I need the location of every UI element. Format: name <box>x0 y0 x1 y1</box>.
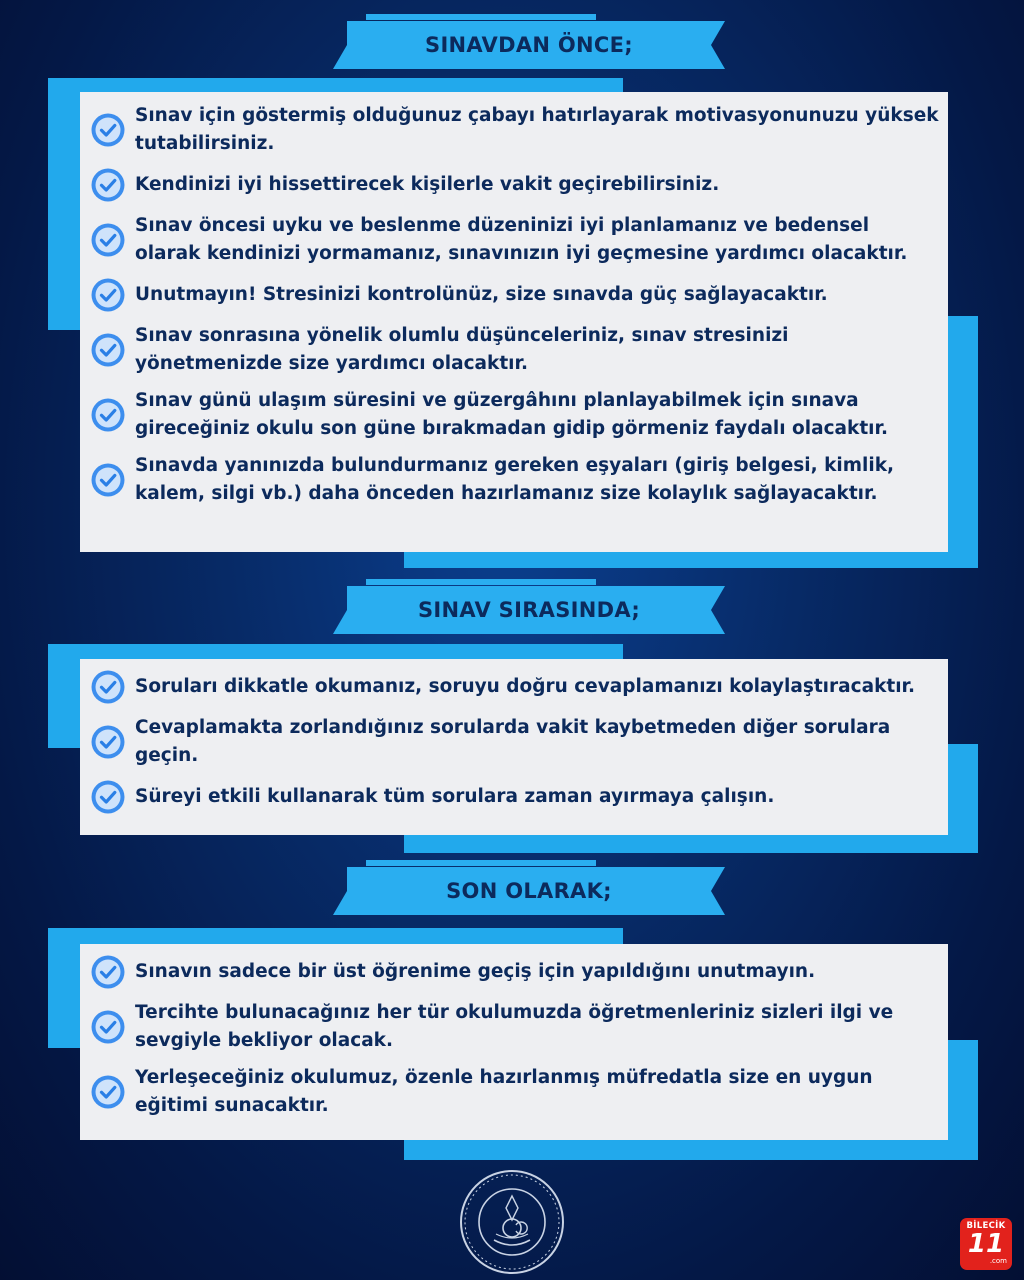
list-item <box>90 102 940 158</box>
meb-emblem-icon <box>458 1168 566 1276</box>
list-item <box>90 999 940 1055</box>
item-text: Süreyi etkili kullanarak tüm sorulara zaman ayırmaya çalışın. <box>135 786 775 807</box>
list-item <box>90 714 940 770</box>
check-badge-icon <box>90 332 126 368</box>
check-badge-icon <box>90 397 126 433</box>
check-badge-icon <box>90 112 126 148</box>
item-text: Unutmayın! Stresinizi kontrolünüz, size sınavda güç sağlayacaktır. <box>135 284 828 305</box>
list-item <box>90 779 940 815</box>
item-text: Soruları dikkatle okumanız, soruyu doğru cevaplamanızı kolaylaştıracaktır. <box>135 676 916 697</box>
item-text: Sınavda yanınızda bulundurmanız gereken eşyaları (giriş belgesi, kimlik, kalem, silgi vb.) daha önceden hazırlamanız size kolaylık sağlayacaktır. <box>135 455 895 504</box>
logo-number: 11 <box>967 1229 1005 1259</box>
bilecik11-logo <box>960 1218 1012 1270</box>
section-card <box>80 92 948 552</box>
check-badge-icon <box>90 724 126 760</box>
section-title: SINAVDAN ÖNCE; <box>425 33 633 57</box>
list-item <box>90 167 940 203</box>
check-badge-icon <box>90 222 126 258</box>
banner-strip <box>366 14 596 20</box>
list-item <box>90 1064 940 1120</box>
section-card <box>80 659 948 835</box>
list-item <box>90 322 940 378</box>
logo-text: BİLECİK <box>966 1221 1006 1231</box>
item-text: Sınav için göstermiş olduğunuz çabayı hatırlayarak motivasyonunuzu yüksek tutabilirsiniz. <box>135 105 939 154</box>
check-badge-icon <box>90 1074 126 1110</box>
item-text: Cevaplamakta zorlandığınız sorularda vakit kaybetmeden diğer sorulara geçin. <box>135 717 891 766</box>
check-badge-icon <box>90 779 126 815</box>
list-item <box>90 669 940 705</box>
check-badge-icon <box>90 462 126 498</box>
item-text: Kendinizi iyi hissettirecek kişilerle vakit geçirebilirsiniz. <box>135 174 720 195</box>
list-item <box>90 452 940 508</box>
list-item <box>90 277 940 313</box>
item-text: Sınav günü ulaşım süresini ve güzergâhını planlayabilmek için sınava gireceğiniz okulu son güne bırakmadan gidip görmeniz faydalı olacaktır. <box>135 390 889 439</box>
item-text: Sınav öncesi uyku ve beslenme düzeninizi iyi planlamanız ve bedensel olarak kendinizi yormamanız, sınavınızın iyi geçmesine yardımcı olacaktır. <box>135 215 908 264</box>
check-badge-icon <box>90 277 126 313</box>
check-badge-icon <box>90 669 126 705</box>
item-text: Yerleşeceğiniz okulumuz, özenle hazırlanmış müfredatla size en uygun eğitimi sunacaktır. <box>135 1067 873 1116</box>
section-title: SINAV SIRASINDA; <box>417 598 641 622</box>
check-badge-icon <box>90 1009 126 1045</box>
section-card <box>80 944 948 1140</box>
list-item <box>90 387 940 443</box>
list-item <box>90 212 940 268</box>
list-item <box>90 954 940 990</box>
item-text: Tercihte bulunacağınız her tür okulumuzda öğretmenleriniz sizleri ilgi ve sevgiyle bekliyor olacak. <box>135 1002 894 1051</box>
section-title: SON OLARAK; <box>446 879 612 903</box>
logo-domain: .com <box>989 1257 1007 1265</box>
check-badge-icon <box>90 167 126 203</box>
banner-strip <box>366 579 596 585</box>
banner-strip <box>366 860 596 866</box>
item-text: Sınav sonrasına yönelik olumlu düşünceleriniz, sınav stresinizi yönetmenizde size yardımcı olacaktır. <box>135 325 789 374</box>
check-badge-icon <box>90 954 126 990</box>
item-text: Sınavın sadece bir üst öğrenime geçiş için yapıldığını unutmayın. <box>135 961 816 982</box>
